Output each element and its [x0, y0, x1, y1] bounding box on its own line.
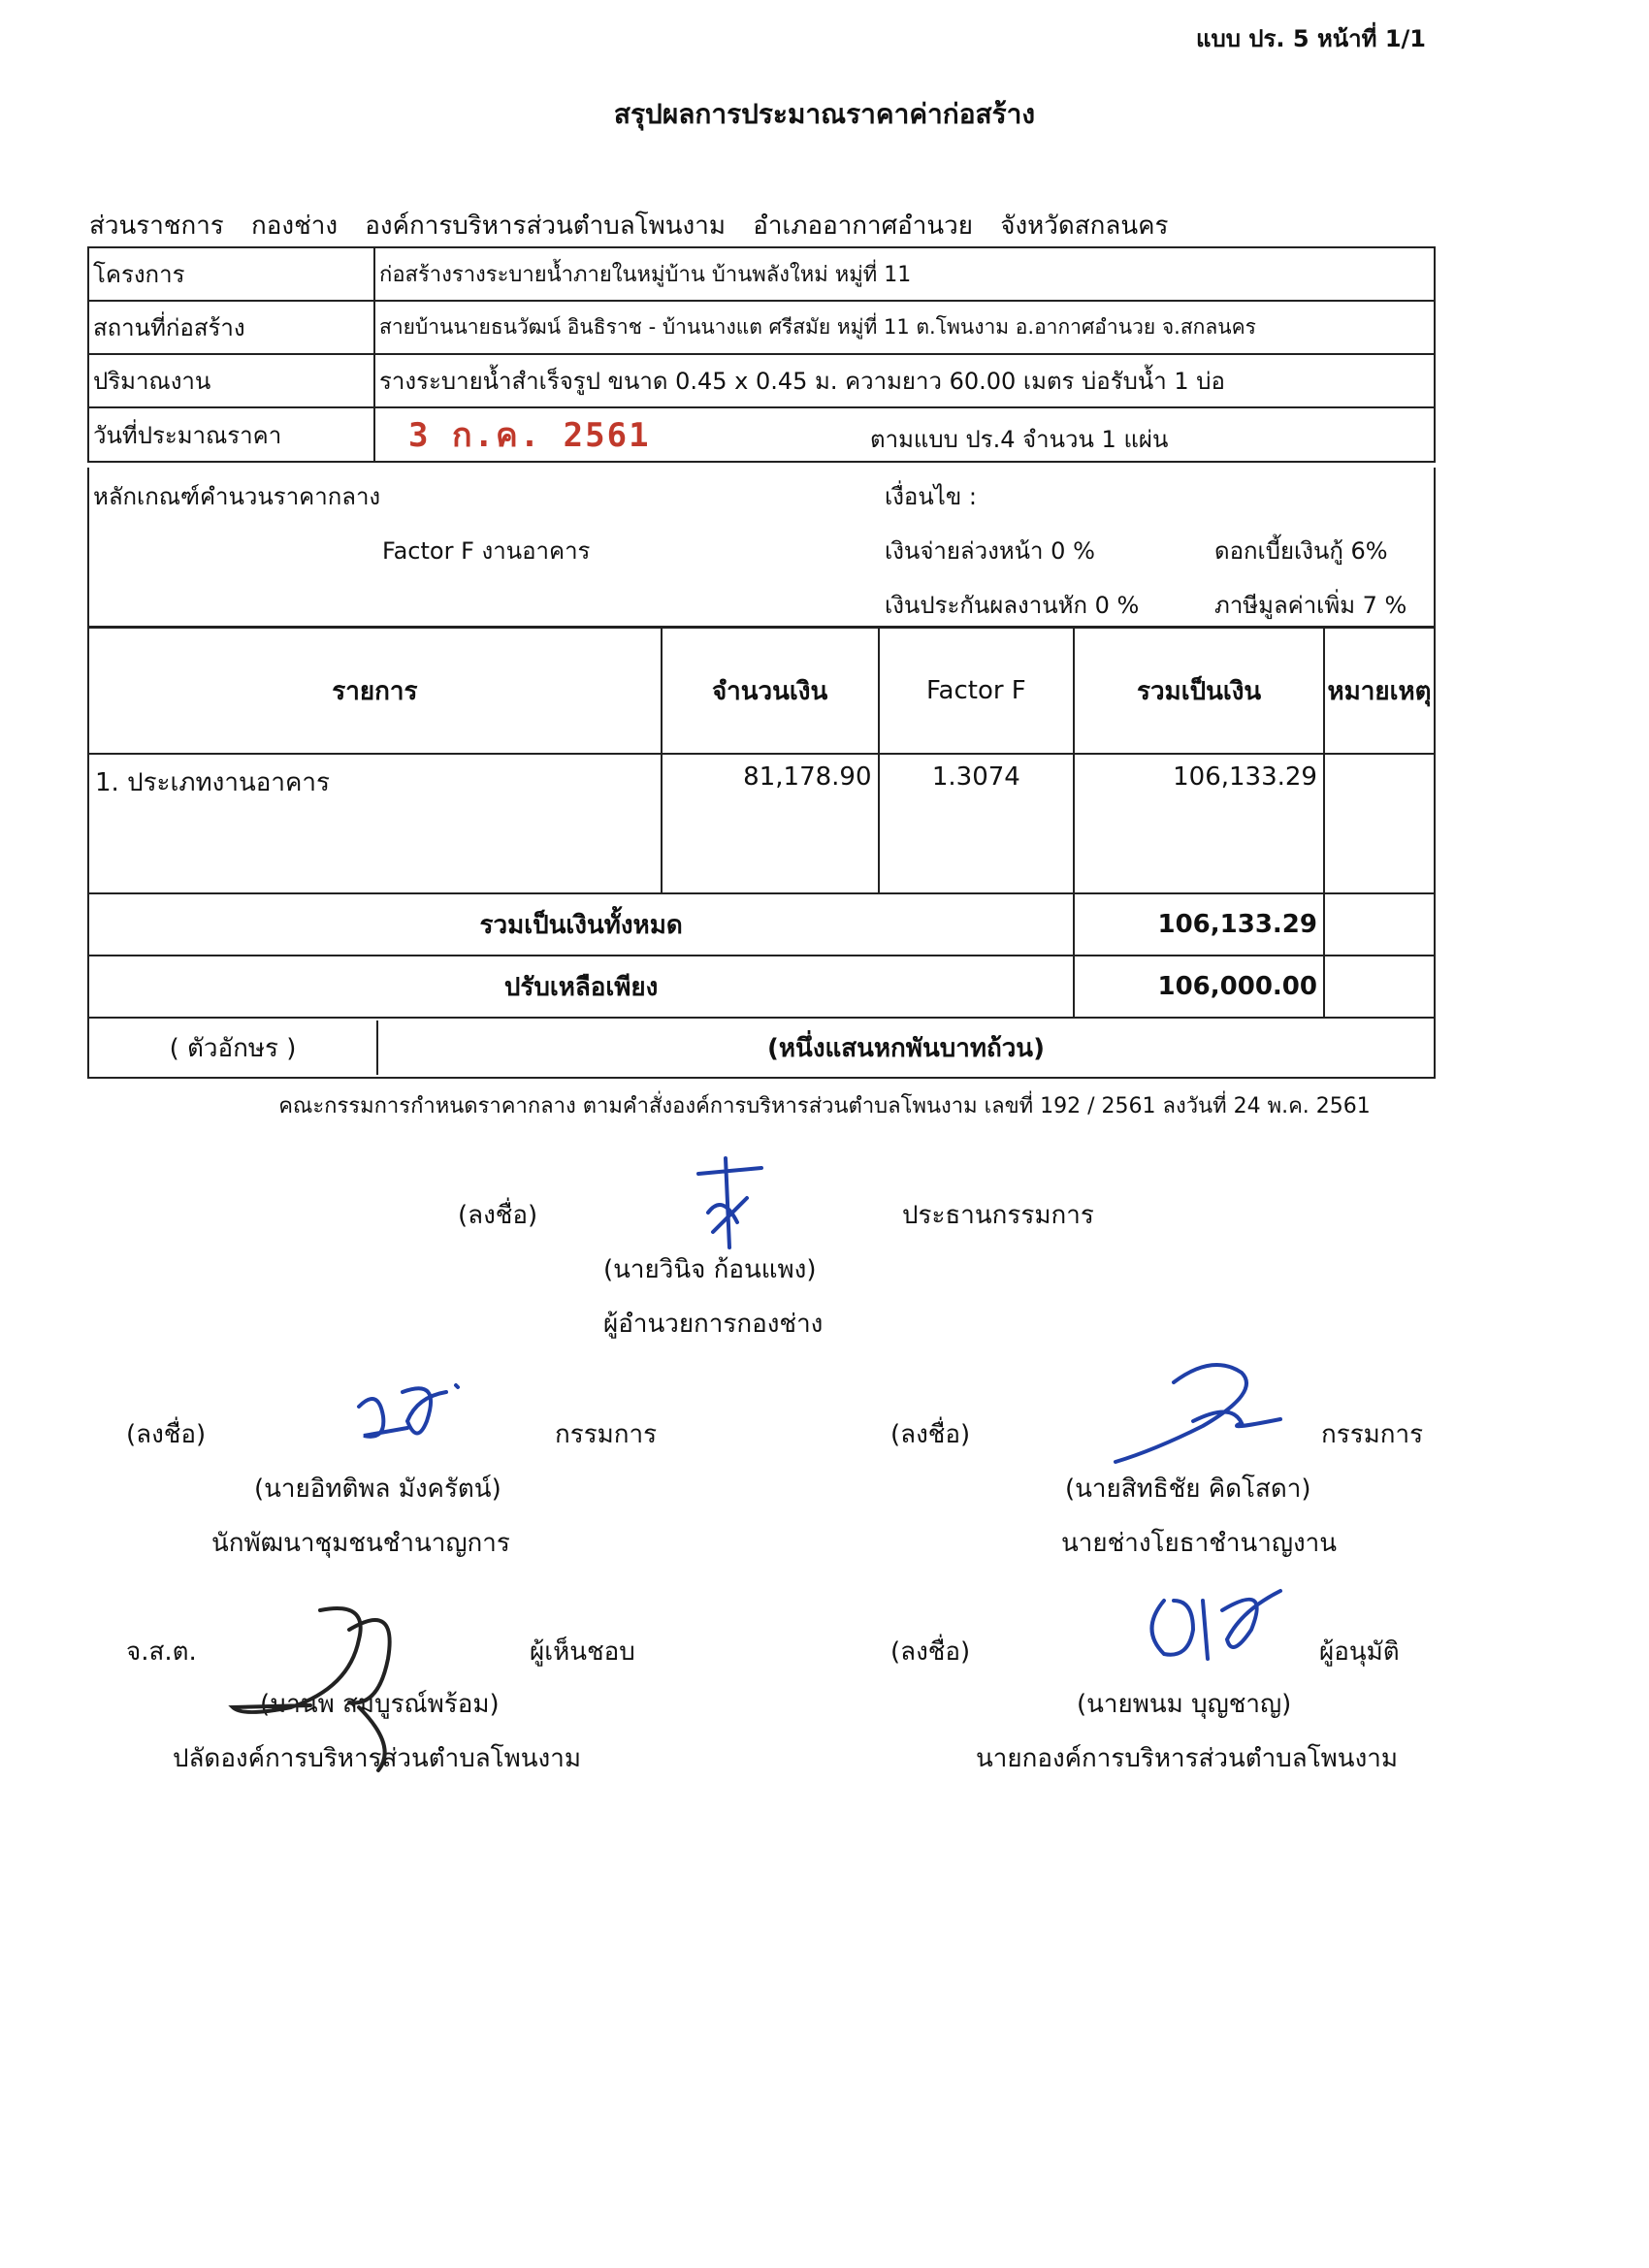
project-label: โครงการ — [88, 247, 374, 301]
form-number: แบบ ปร. 5 หน้าที่ 1/1 — [1196, 25, 1426, 52]
words-value: (หนึ่งแสนหกพันบาทถ้วน) — [767, 1033, 1045, 1063]
agency-district: อำเภออากาศอำนวย — [753, 211, 973, 241]
agency-division: กองช่าง — [251, 211, 339, 241]
member2-position: นายช่างโยธาชำนาญงาน — [1061, 1529, 1338, 1558]
member1-name: (นายอิทติพล มังครัตน์) — [254, 1474, 501, 1504]
criteria-section — [87, 468, 1436, 628]
quantity-label: ปริมาณงาน — [88, 354, 374, 407]
endorser-position: ปลัดองค์การบริหารส่วนตำบลโพนงาม — [173, 1744, 581, 1773]
endorser-role: ผู้เห็นชอบ — [530, 1637, 635, 1667]
agency-province: จังหวัดสกลนคร — [1000, 211, 1169, 241]
project-value: ก่อสร้างรางระบายน้ำภายในหมู่บ้าน บ้านพลังใหม่ หมู่ที่ 11 — [374, 247, 1435, 301]
vat: ภาษีมูลค่าเพิ่ม 7 % — [1214, 592, 1407, 619]
table-row — [88, 754, 1435, 893]
chair-position: ผู้อำนวยการกองช่าง — [603, 1310, 824, 1339]
chair-sign-label: (ลงชื่อ) — [458, 1201, 538, 1230]
approver-role: ผู้อนุมัติ — [1319, 1637, 1400, 1667]
approver-sign-label: (ลงชื่อ) — [890, 1637, 971, 1667]
chair-role: ประธานกรรมการ — [902, 1201, 1094, 1230]
header-item: รายการ — [88, 628, 662, 754]
approver-signature — [1135, 1571, 1300, 1678]
row-total: 106,133.29 — [1074, 754, 1324, 893]
quantity-value: รางระบายน้ำสำเร็จรูป ขนาด 0.45 x 0.45 ม. ความยาว 60.00 เมตร บ่อรับน้ำ 1 บ่อ — [374, 354, 1435, 407]
member1-sign-label: (ลงชื่อ) — [126, 1420, 207, 1449]
header-factor: Factor F — [879, 628, 1075, 754]
criteria-label: หลักเกณฑ์คำนวนราคากลาง — [93, 483, 381, 510]
member2-sign-label: (ลงชื่อ) — [890, 1420, 971, 1449]
date-stamp: 3 ก.ค. 2561 — [408, 416, 651, 455]
advance-payment: เงินจ่ายล่วงหน้า 0 % — [885, 537, 1095, 565]
date-cell — [374, 407, 1435, 462]
cost-summary-table — [87, 627, 1436, 1079]
member1-role: กรรมการ — [555, 1420, 658, 1449]
words-row — [88, 1018, 1435, 1078]
endorser-signature — [204, 1601, 495, 1775]
member1-position: นักพัฒนาชุมชนชำนาญการ — [211, 1529, 510, 1558]
grand-total-label: รวมเป็นเงินทั้งหมด — [88, 893, 1074, 956]
rounded-note — [1324, 956, 1435, 1018]
rounded-value: 106,000.00 — [1074, 956, 1324, 1018]
chair-signature — [669, 1154, 776, 1251]
header-total: รวมเป็นเงิน — [1074, 628, 1324, 754]
retention: เงินประกันผลงานหัก 0 % — [885, 592, 1140, 619]
factor-type: Factor F งานอาคาร — [382, 537, 591, 565]
member2-name: (นายสิทธิชัย คิดโสดา) — [1065, 1474, 1311, 1504]
approver-name: (นายพนม บุญชาญ) — [1077, 1690, 1292, 1719]
endorser-name: (มานพ สมบูรณ์พร้อม) — [260, 1690, 500, 1719]
page-title: สรุปผลการประมาณราคาค่าก่อสร้าง — [613, 98, 1036, 130]
loan-interest: ดอกเบี้ยเงินกู้ 6% — [1214, 537, 1388, 565]
grand-total-note — [1324, 893, 1435, 956]
endorser-sign-label: จ.ส.ต. — [126, 1637, 197, 1667]
header-amount: จำนวนเงิน — [662, 628, 879, 754]
header-note: หมายเหตุ — [1324, 628, 1435, 754]
chair-name: (นายวินิจ ก้อนแพง) — [603, 1255, 817, 1284]
row-note — [1324, 754, 1435, 893]
row-amount: 81,178.90 — [662, 754, 879, 893]
words-label: ( ตัวอักษร ) — [89, 1021, 378, 1075]
location-value: สายบ้านนายธนวัฒน์ อินธิราช - บ้านนางแต ศรีสมัย หมู่ที่ 11 ต.โพนงาม อ.อากาศอำนวย จ.สกลนคร — [374, 301, 1435, 354]
agency-line — [89, 206, 1187, 245]
rounded-label: ปรับเหลือเพียง — [88, 956, 1074, 1018]
approver-position: นายกองค์การบริหารส่วนตำบลโพนงาม — [976, 1744, 1399, 1773]
member1-signature — [349, 1368, 475, 1455]
date-label: วันที่ประมาณราคา — [88, 407, 374, 462]
grand-total-value: 106,133.29 — [1074, 893, 1324, 956]
form-reference: ตามแบบ ปร.4 จำนวน 1 แผ่น — [870, 426, 1169, 453]
row-factor: 1.3074 — [879, 754, 1075, 893]
location-label: สถานที่ก่อสร้าง — [88, 301, 374, 354]
row-item: 1. ประเภทงานอาคาร — [88, 754, 662, 893]
member2-signature — [1096, 1353, 1290, 1470]
member2-role: กรรมการ — [1321, 1420, 1424, 1449]
conditions-label: เงื่อนไข : — [885, 483, 977, 510]
committee-note: คณะกรรมการกำหนดราคากลาง ตามคำสั่งองค์การบริหารส่วนตำบลโพนงาม เลขที่ 192 / 2561 ลงวันที่ 24 พ.ค. 2561 — [278, 1094, 1371, 1118]
agency-label: ส่วนราชการ — [89, 211, 224, 241]
project-info-table — [87, 246, 1436, 463]
agency-org: องค์การบริหารส่วนตำบลโพนงาม — [365, 211, 726, 241]
